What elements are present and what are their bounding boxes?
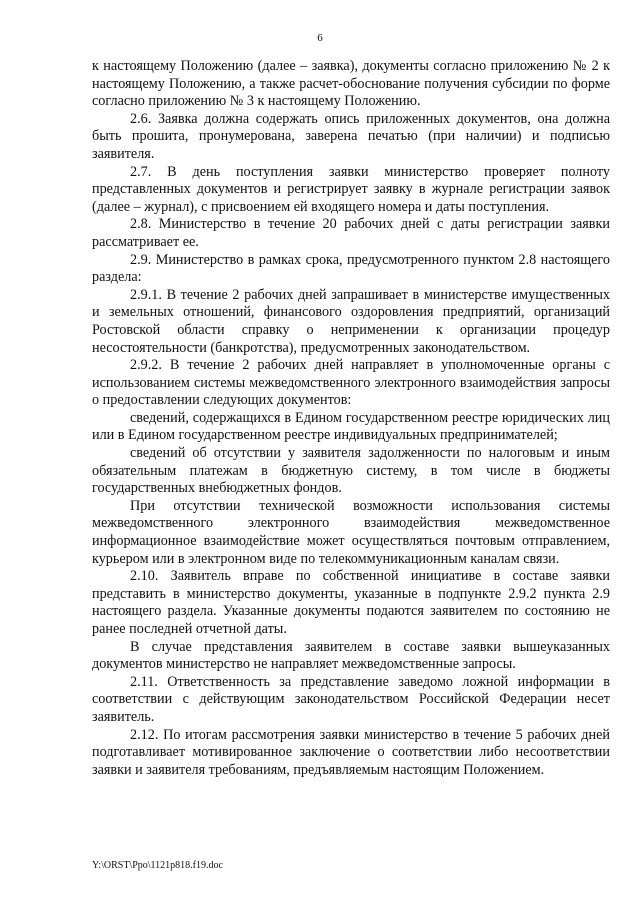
paragraph: 2.9.2. В течение 2 рабочих дней направляет в уполномоченные органы с использованием системы межведомственного электронного взаимодействия запросы о предоставлении следующих документов: bbox=[92, 357, 610, 409]
paragraph: 2.6. Заявка должна содержать опись приложенных документов, она должна быть прошита, пронумерована, заверена печатью (при наличии) и подписью заявителя. bbox=[92, 110, 610, 162]
paragraph: 2.12. По итогам рассмотрения заявки министерство в течение 5 рабочих дней подготавливает мотивированное заключение о соответствии либо несоответствии заявки и заявителя требованиям, предъявляемым настоящим Положением. bbox=[92, 726, 610, 778]
footer-file-path: Y:\ORST\Ppo\1121p818.f19.doc bbox=[92, 860, 223, 871]
paragraph: 2.9.1. В течение 2 рабочих дней запрашивает в министерстве имущественных и земельных отношений, финансового оздоровления предприятий, организаций Ростовской области справку о неприменении к организации процедур несостоятельности (банкротства), предусмотренных законодательством. bbox=[92, 286, 610, 356]
paragraph: сведений, содержащихся в Едином государственном реестре юридических лиц или в Едином государственном реестре индивидуальных предпринимателей; bbox=[92, 409, 610, 444]
paragraph: сведений об отсутствии у заявителя задолженности по налоговым и иным обязательным платежам в бюджетную систему, в том числе в бюджеты государственных внебюджетных фондов. bbox=[92, 445, 610, 497]
document-body bbox=[92, 58, 610, 779]
paragraph: к настоящему Положению (далее – заявка), документы согласно приложению № 2 к настоящему Положению, а также расчет-обоснование получения субсидии по форме согласно приложению № 3 к настоящему Положению. bbox=[92, 58, 610, 110]
page-number: 6 bbox=[317, 32, 323, 44]
paragraph: В случае представления заявителем в составе заявки вышеуказанных документов министерство не направляет межведомственные запросы. bbox=[92, 638, 610, 673]
paragraph: 2.8. Министерство в течение 20 рабочих дней с даты регистрации заявки рассматривает ее. bbox=[92, 216, 610, 250]
paragraph: 2.10. Заявитель вправе по собственной инициативе в составе заявки представить в министерство документы, указанные в подпункте 2.9.2 пункта 2.9 настоящего раздела. Указанные документы подаются заявителем по состоянию не ранее последней отчетной даты. bbox=[92, 568, 610, 637]
paragraph: 2.11. Ответственность за представление заведомо ложной информации в соответствии с действующим законодательством Российской Федерации несет заявитель. bbox=[92, 673, 610, 725]
paragraph: 2.7. В день поступления заявки министерство проверяет полноту представленных документов и регистрирует заявку в журнале регистрации заявок (далее – журнал), с присвоением ей входящего номера и даты поступления. bbox=[92, 163, 610, 215]
paragraph: При отсутствии технической возможности использования системы межведомственного электронного взаимодействия межведомственное информационное взаимодействие может осуществляться почтовым отправлением, курьером или в электронном виде по телекоммуникационным каналам связи. bbox=[92, 497, 610, 567]
paragraph: 2.9. Министерство в рамках срока, предусмотренного пунктом 2.8 настоящего раздела: bbox=[92, 251, 610, 286]
